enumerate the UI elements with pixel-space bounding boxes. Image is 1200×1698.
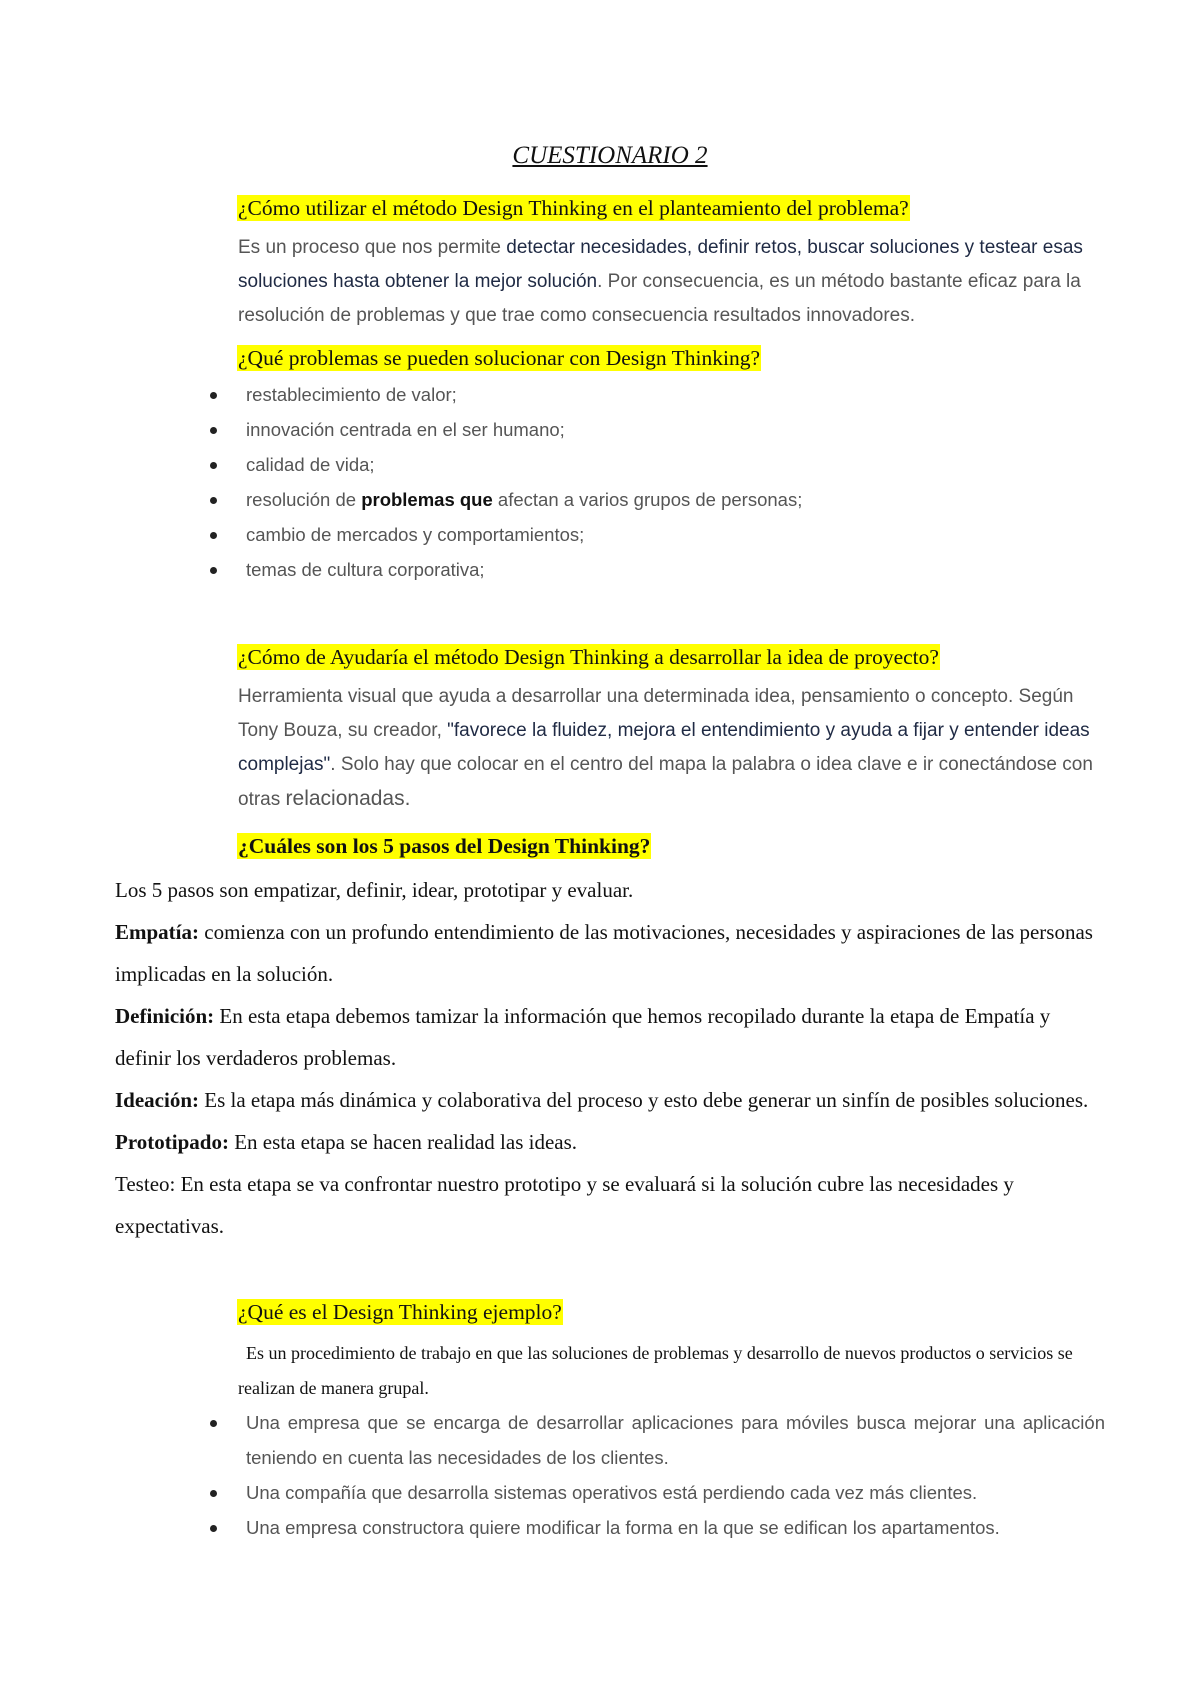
list-item: cambio de mercados y comportamientos;	[210, 517, 1070, 552]
list-item: innovación centrada en el ser humano;	[210, 412, 1070, 447]
answer-3-quote: "favorece la fluidez, mejora el entendimiento y ayuda a fijar y entender ideas complejas"	[238, 720, 1090, 775]
steps-intro: Los 5 pasos son empatizar, definir, idear, prototipar y evaluar.	[115, 878, 634, 902]
answer-5: Es un procedimiento de trabajo en que las soluciones de problemas y desarrollo de nuevos productos o servicios se realizan de manera grupal.	[238, 1343, 1073, 1398]
question-1	[237, 194, 910, 222]
bullet-icon	[210, 427, 217, 434]
question-1-text: ¿Cómo utilizar el método Design Thinking en el planteamiento del problema?	[238, 196, 909, 220]
document-title: CUESTIONARIO 2	[512, 142, 708, 169]
step-prototipado: Prototipado: En esta etapa se hacen realidad las ideas.	[115, 1130, 578, 1154]
answer-3-last: relacionadas.	[285, 787, 411, 810]
question-5	[237, 1298, 563, 1326]
answer-1	[238, 231, 1100, 333]
bullet-icon	[210, 532, 217, 539]
bullet-icon	[210, 462, 217, 469]
list-item: restablecimiento de valor;	[210, 377, 1070, 412]
list-item: Una empresa que se encarga de desarrollar aplicaciones para móviles busca mejorar una aplicación teniendo en cuenta las necesidades de los clientes.	[210, 1405, 1105, 1475]
bold-phrase: problemas que	[361, 489, 493, 510]
answer-3-pre: Herramienta visual que ayuda a desarrollar una determinada idea, pensamiento o concepto. Según Tony Bouza, su creador,	[238, 686, 1074, 741]
list-item: Una empresa constructora quiere modificar la forma en la que se edifican los apartamentos.	[210, 1510, 1105, 1545]
step-testeo: Testeo: En esta etapa se va confrontar nuestro prototipo y se evaluará si la solución cubre las necesidades y expectativas.	[115, 1172, 1014, 1238]
question-3-text: ¿Cómo de Ayudaría el método Design Thinking a desarrollar la idea de proyecto?	[238, 645, 939, 669]
bullet-icon	[210, 567, 217, 574]
question-3	[237, 643, 940, 671]
list-item: calidad de vida;	[210, 447, 1070, 482]
question-2-text: ¿Qué problemas se pueden solucionar con Design Thinking?	[238, 346, 761, 370]
list-item: resolución de problemas que afectan a varios grupos de personas;	[210, 482, 1070, 517]
step-empatia: Empatía: comienza con un profundo entendimiento de las motivaciones, necesidades y aspiraciones de las personas implicadas en la solución.	[115, 920, 1093, 986]
list-item: Una compañía que desarrolla sistemas operativos está perdiendo cada vez más clientes.	[210, 1475, 1105, 1510]
bullet-icon	[210, 1420, 217, 1427]
answer-3	[238, 680, 1108, 817]
problems-list	[210, 377, 1070, 587]
step-ideacion: Ideación: Es la etapa más dinámica y colaborativa del proceso y esto debe generar un sinfín de posibles soluciones.	[115, 1088, 1089, 1112]
list-item: temas de cultura corporativa;	[210, 552, 1070, 587]
answer-1-emphasis: detectar necesidades, definir retos, buscar soluciones y testear esas soluciones hasta obtener la mejor solución	[238, 237, 1083, 292]
question-4-text: ¿Cuáles son los 5 pasos del Design Thinking?	[238, 834, 651, 858]
answer-1-post: . Por consecuencia, es un método bastante eficaz para la resolución de problemas y que trae como consecuencia resultados innovadores.	[238, 271, 1081, 326]
question-5-text: ¿Qué es el Design Thinking ejemplo?	[238, 1300, 562, 1324]
answer-3-post: . Solo hay que colocar en el centro del mapa la palabra o idea clave e ir conectándose con otras	[238, 754, 1093, 810]
bullet-icon	[210, 1490, 217, 1497]
bullet-icon	[210, 497, 217, 504]
question-2	[237, 344, 761, 372]
step-definicion: Definición: En esta etapa debemos tamizar la información que hemos recopilado durante la etapa de Empatía y definir los verdaderos problemas.	[115, 1004, 1051, 1070]
answer-1-pre: Es un proceso que nos permite	[238, 237, 507, 258]
bullet-icon	[210, 1525, 217, 1532]
examples-list	[210, 1405, 1105, 1545]
steps-block	[115, 869, 1105, 1247]
question-4	[237, 832, 651, 860]
bullet-icon	[210, 392, 217, 399]
